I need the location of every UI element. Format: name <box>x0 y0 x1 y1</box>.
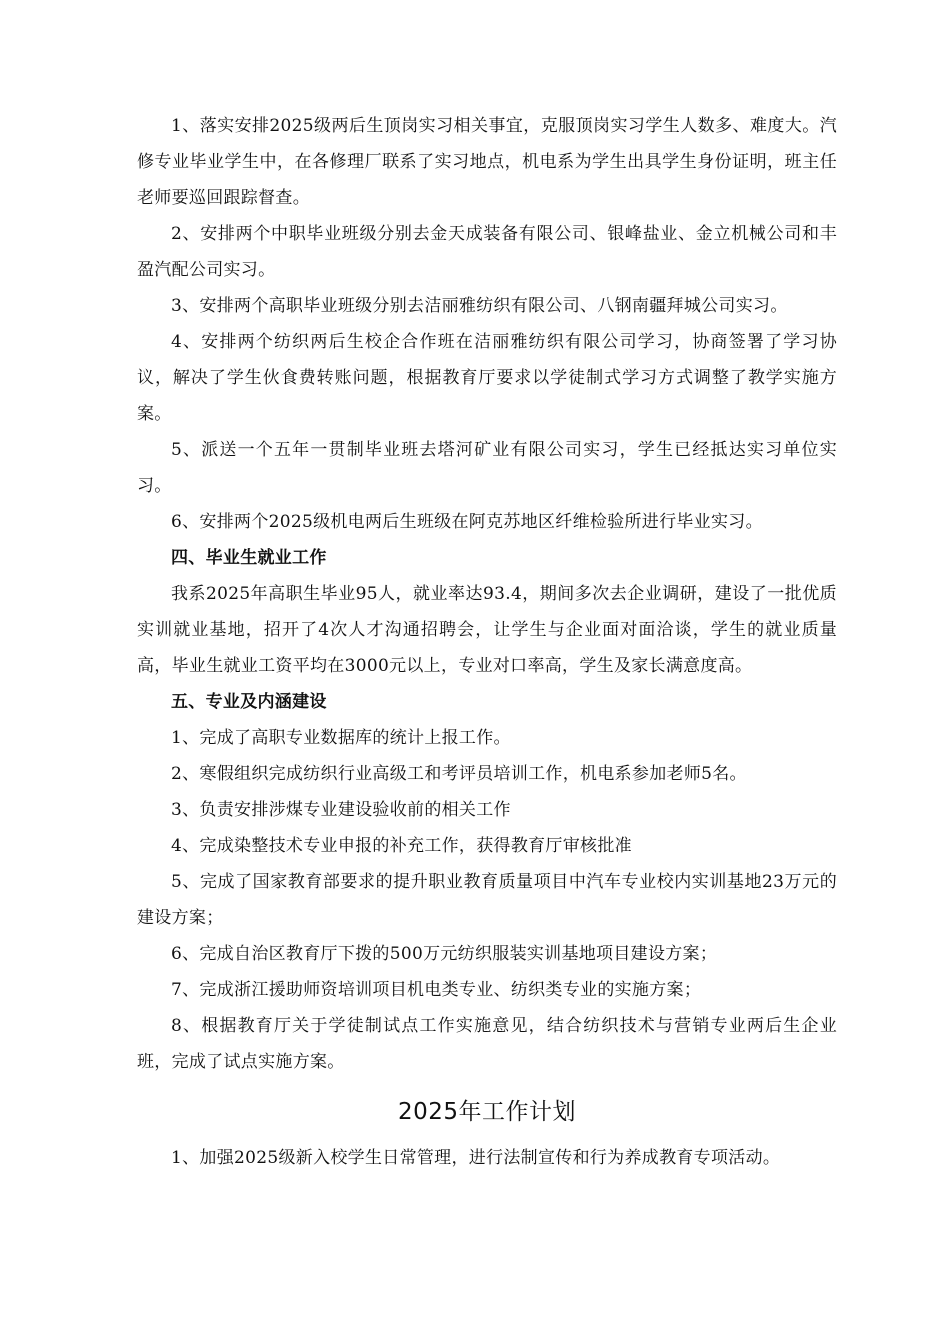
major-item-1: 1、完成了高职专业数据库的统计上报工作。 <box>171 728 511 748</box>
section-heading-major-construction: 五、专业及内涵建设 <box>171 692 327 712</box>
major-item-8: 8、根据教育厅关于学徒制试点工作实施意见，结合纺织技术与营销专业两后生企业班，完成了试点实施方案。 <box>137 1016 837 1072</box>
practice-item-2: 2、安排两个中职毕业班级分别去金天成装备有限公司、银峰盐业、金立机械公司和丰盈汽配公司实习。 <box>137 224 837 280</box>
major-item-4: 4、完成染整技术专业申报的补充工作，获得教育厅审核批准 <box>171 836 632 856</box>
major-item-7: 7、完成浙江援助师资培训项目机电类专业、纺织类专业的实施方案； <box>171 980 702 1000</box>
practice-item-4: 4、安排两个纺织两后生校企合作班在洁丽雅纺织有限公司学习，协商签署了学习协议，解决了学生伙食费转账问题，根据教育厅要求以学徒制式学习方式调整了教学实施方案。 <box>137 332 837 424</box>
major-item-3: 3、负责安排涉煤专业建设验收前的相关工作 <box>171 800 511 820</box>
section-heading-employment: 四、毕业生就业工作 <box>171 548 327 568</box>
plan-item-1: 1、加强2025级新入校学生日常管理，进行法制宣传和行为养成教育专项活动。 <box>171 1148 781 1168</box>
practice-item-3: 3、安排两个高职毕业班级分别去洁丽雅纺织有限公司、八钢南疆拜城公司实习。 <box>171 296 788 316</box>
document-body <box>137 108 837 1176</box>
practice-item-5: 5、派送一个五年一贯制毕业班去塔河矿业有限公司实习，学生已经抵达实习单位实习。 <box>137 440 837 496</box>
practice-item-6: 6、安排两个2025级机电两后生班级在阿克苏地区纤维检验所进行毕业实习。 <box>171 512 763 532</box>
major-item-5: 5、完成了国家教育部要求的提升职业教育质量项目中汽车专业校内实训基地23万元的建设方案； <box>137 872 837 928</box>
major-item-2: 2、寒假组织完成纺织行业高级工和考评员培训工作，机电系参加老师5名。 <box>171 764 747 784</box>
practice-item-1: 1、落实安排2025级两后生顶岗实习相关事宜，克服顶岗实习学生人数多、难度大。汽修专业毕业学生中，在各修理厂联系了实习地点，机电系为学生出具学生身份证明，班主任老师要巡回跟踪督查。 <box>137 116 837 208</box>
employment-paragraph: 我系2025年高职生毕业95人，就业率达93.4，期间多次去企业调研，建设了一批优质实训就业基地，招开了4次人才沟通招聘会，让学生与企业面对面洽谈，学生的就业质量高，毕业生就业工资平均在3000元以上，专业对口率高，学生及家长满意度高。 <box>137 584 837 676</box>
major-item-6: 6、完成自治区教育厅下拨的500万元纺织服装实训基地项目建设方案； <box>171 944 718 964</box>
plan-title: 2025年工作计划 <box>397 1099 577 1125</box>
